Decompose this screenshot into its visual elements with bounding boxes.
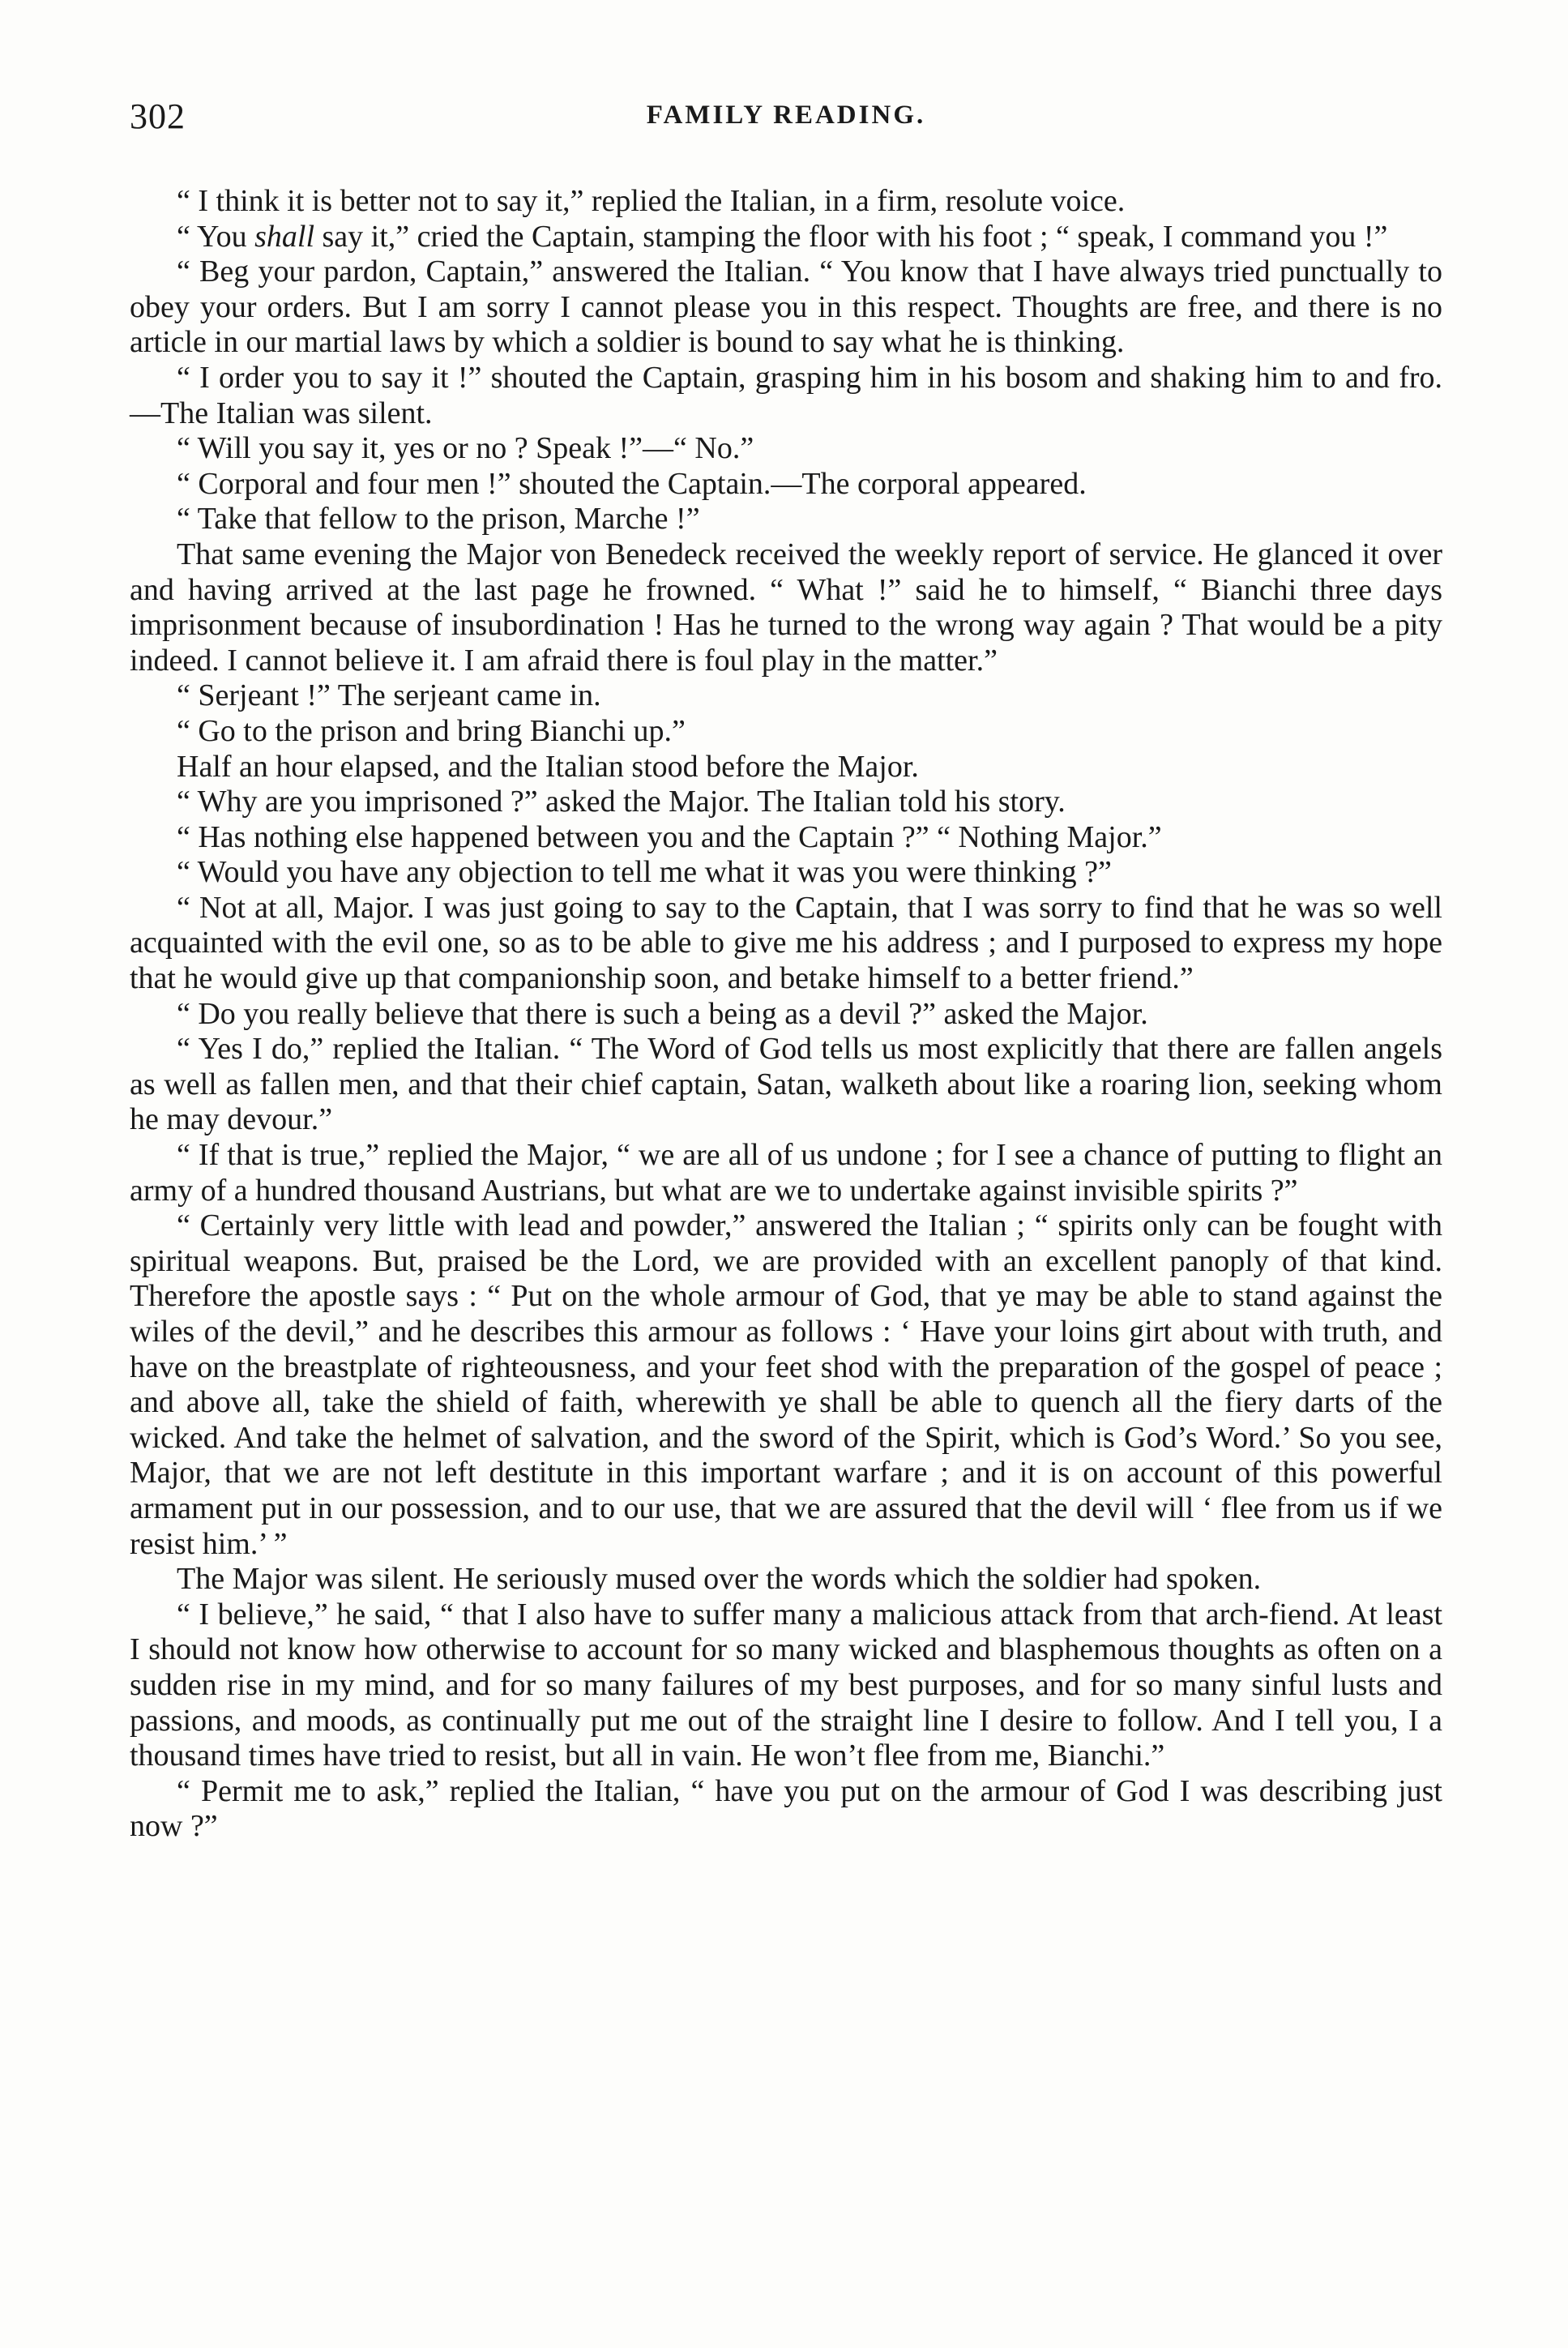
paragraph: “ Has nothing else happened between you and the Captain ?” “ Nothing Major.” <box>177 819 1162 854</box>
paragraph: “ I order you to say it !” shouted the Captain, grasping him in his bosom and shaking him to and fro.—The Italian was silent. <box>130 360 1442 430</box>
paragraph: “ If that is true,” replied the Major, “ we are all of us undone ; for I see a chance of putting to flight an army of a hundred thousand Austrians, but what are we to undertake against invisible spirits ?” <box>130 1138 1442 1208</box>
paragraph: “ You shall say it,” cried the Captain, stamping the floor with his foot ; “ speak, I command you !” <box>177 219 1388 254</box>
paragraph: “ Beg your pardon, Captain,” answered the Italian. “ You know that I have always tried punctually to obey your orders. But I am sorry I cannot please you in this respect. Thoughts are free, and there is no article in our martial laws by which a soldier is bound to say what he is thinking. <box>130 254 1442 360</box>
page-number: 302 <box>130 96 186 136</box>
paragraph: “ Serjeant !” The serjeant came in. <box>177 678 601 713</box>
paragraph: “ Certainly very little with lead and powder,” answered the Italian ; “ spirits only can be fought with spiritual weapons. But, praised be the Lord, we are provided with an excellent panoply of that kind. Therefore the apostle says : “ Put on the whole armour of God, that ye may be able to stand against the wiles of the devil,” and he describes this armour as follows : ‘ Have your loins girt about with truth, and have on the breastplate of righteousness, and your feet shod with the preparation of the gospel of peace ; and above all, take the shield of faith, wherewith ye shall be able to quench all the fiery darts of the wicked. And take the helmet of salvation, and the sword of the Spirit, which is God’s Word.’ So you see, Major, that we are not left destitute in this important warfare ; and it is on account of this powerful armament put in our possession, and to our use, that we are assured that the devil will ‘ flee from us if we resist him.’ ” <box>130 1208 1442 1561</box>
paragraph: “ I think it is better not to say it,” replied the Italian, in a firm, resolute voice. <box>177 184 1126 218</box>
paragraph: Half an hour elapsed, and the Italian stood before the Major. <box>177 749 919 784</box>
paragraph: “ Yes I do,” replied the Italian. “ The Word of God tells us most explicitly that there are fallen angels as well as fallen men, and that their chief captain, Satan, walketh about like a roaring lion, seeking whom he may devour.” <box>130 1032 1442 1137</box>
paragraph: “ Not at all, Major. I was just going to say to the Captain, that I was sorry to find that he was so well acquainted with the evil one, so as to be able to give me his address ; and I purposed to express my hope that he would give up that companionship soon, and betake himself to a better friend.” <box>130 890 1442 996</box>
paragraph: “ Corporal and four men !” shouted the Captain.—The corporal appeared. <box>177 466 1087 501</box>
paragraph: “ Would you have any objection to tell me what it was you were thinking ?” <box>177 855 1112 890</box>
paragraph: That same evening the Major von Benedeck received the weekly report of service. He glanced it over and having arrived at the last page he frowned. “ What !” said he to himself, “ Bianchi three days imprisonment because of insubordination ! Has he turned to the wrong way again ? That would be a pity indeed. I cannot believe it. I am afraid there is foul play in the matter.” <box>130 537 1442 678</box>
emphasis: shall <box>254 219 315 254</box>
page-header <box>130 96 1442 144</box>
paragraph: “ Go to the prison and bring Bianchi up.” <box>177 713 686 748</box>
running-head: FAMILY READING. <box>646 101 926 130</box>
paragraph: “ Will you say it, yes or no ? Speak !”—“ No.” <box>177 431 754 466</box>
body-text <box>130 184 1442 1845</box>
paragraph: “ I believe,” he said, “ that I also have to suffer many a malicious attack from that arch-fiend. At least I should not know how otherwise to account for so many wicked and blasphemous thoughts as often on a sudden rise in my mind, and for so many failures of my best purposes, and for so many sinful lusts and passions, and moods, as continually put me out of the straight line I desire to follow. And I tell you, I a thousand times have tried to resist, but all in vain. He won’t flee from me, Bianchi.” <box>130 1597 1442 1773</box>
paragraph: “ Permit me to ask,” replied the Italian, “ have you put on the armour of God I was describing just now ?” <box>130 1773 1442 1844</box>
paragraph: “ Why are you imprisoned ?” asked the Major. The Italian told his story. <box>177 785 1066 819</box>
paragraph: The Major was silent. He seriously mused over the words which the soldier had spoken. <box>177 1562 1262 1597</box>
paragraph: “ Do you really believe that there is such a being as a devil ?” asked the Major. <box>177 996 1148 1031</box>
paragraph: “ Take that fellow to the prison, Marche !” <box>177 502 700 537</box>
